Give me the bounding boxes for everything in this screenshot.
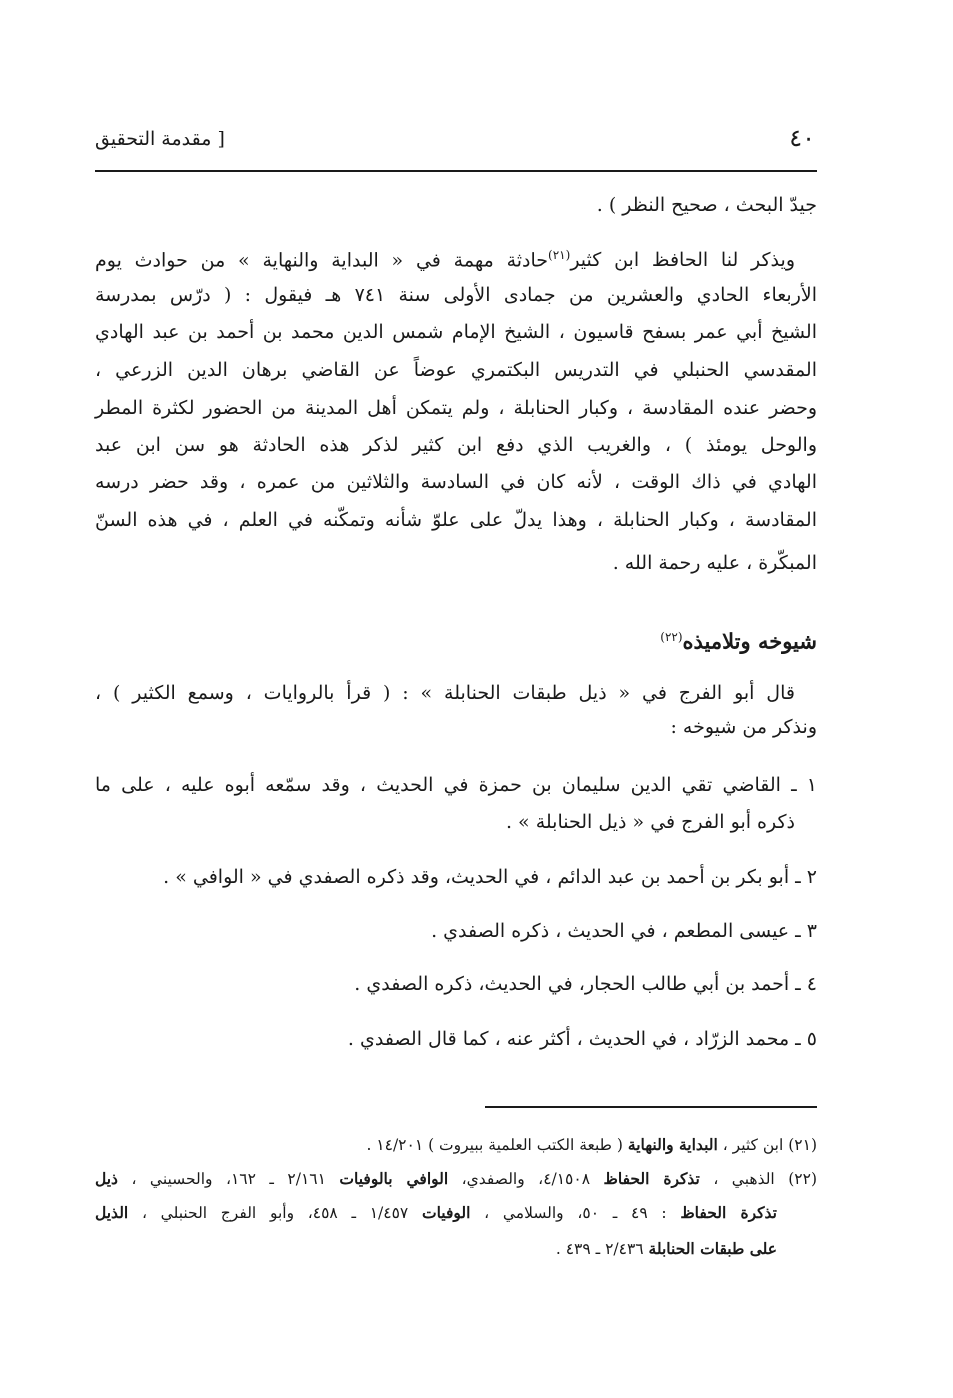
list-item-3: ٣ ـ عيسى المطعم ، في الحديث ، ذكره الصفدي . [431, 920, 817, 942]
footnote-22-line-2 [95, 1200, 777, 1226]
footnote-22-number: (٢٢) [788, 1170, 817, 1188]
running-title: [ مقدمة التحقيق [95, 128, 225, 150]
paragraph1-line-6: والوحل يومئذ ) ، والغريب الذي دفع ابن كثير لذكر هذه الحادثة هو سن ابن عبد [95, 434, 817, 456]
page-number: ٤٠ [789, 124, 815, 152]
footnote-22-title: تذكرة الحفاظ [603, 1169, 700, 1188]
paragraph1-line-3: الشيخ أبي عمر بسفح قاسيون ، الشيخ الإمام شمس الدين محمد بن أحمد بن عبد الهادي [95, 321, 817, 343]
footnote-22-text: ١/٤٥٧ ـ ٤٥٨، وأبو الفرج الحنبلي ، [141, 1204, 409, 1222]
list-item-2: ٢ ـ أبو بكر بن أحمد بن عبد الدائم ، في الحديث، وقد ذكره الصفدي في « الوافي » . [163, 866, 817, 888]
paragraph1-line-8: المقادسة ، وكبار الحنابلة ، وهذا يدلّ على علوّ شأنه وتمكّنه في العلم ، في هذه السنّ [95, 509, 817, 531]
paragraph1-text-a: ويذكر لنا الحافظ ابن كثير [570, 249, 795, 272]
footnote-22-title: على طبقات الحنابلة [648, 1239, 777, 1258]
paragraph2-line-2: ونذكر من شيوخه : [670, 716, 817, 738]
footnote-21-number: (٢١) [788, 1136, 817, 1154]
paragraph1-line-2: الأربعاء الحادي والعشرين من جمادى الأولى سنة ٧٤١ هـ فيقول : ( درّس بمدرسة [95, 284, 817, 306]
page-header [95, 118, 817, 158]
footnote-22-text: ٤/١٥٠٨، والصفدي، [461, 1170, 591, 1188]
list-item-5: ٥ ـ محمد الزرّاد ، في الحديث ، أكثر عنه ، كما قال الصفدي . [347, 1028, 817, 1050]
opening-line: جيدّ البحث ، صحيح النظر ) . [596, 194, 817, 216]
book-page [95, 0, 817, 1398]
footnote-22-line-3 [556, 1236, 777, 1262]
footnote-22-title: ذيل [95, 1169, 118, 1188]
section-heading [660, 622, 817, 657]
paragraph2-line-1: قال أبو الفرج في « ذيل طبقات الحنابلة » : ( قرأ بالروايات ، وسمع الكثير ) ، [95, 682, 795, 704]
footnote-22-text: ٢/١٦١ ـ ١٦٢، والحسيني ، [131, 1170, 326, 1188]
footnote-ref-21: (٢١) [548, 248, 571, 262]
section-heading-text: شيوخه وتلاميذه [682, 628, 817, 654]
paragraph1-text-b: حادثة مهمة في « البداية والنهاية » من حوادث يوم [95, 249, 549, 272]
footnote-21 [366, 1132, 817, 1158]
list-item-1-line-1: ١ ـ القاضي تقي الدين سليمان بن حمزة في الحديث ، وقد سمّعه أبوه عليه ، على ما [95, 774, 817, 796]
footnote-22-title: الوفيات [421, 1203, 471, 1222]
paragraph1-line-7: الهادي في ذاك الوقت ، لأنه كان في السادسة والثلاثين من عمره ، وقد حضر درسه [95, 471, 817, 493]
list-item-4: ٤ ـ أحمد بن أبي طالب الحجار، في الحديث، ذكره الصفدي . [354, 973, 817, 995]
header-rule [95, 170, 817, 172]
footnote-rule [485, 1106, 817, 1108]
footnote-ref-22: (٢٢) [660, 630, 683, 644]
footnote-22-text: : ٤٩ ـ ٥٠، والسلامي ، [484, 1204, 667, 1222]
footnote-21-author: ابن كثير ، [722, 1136, 784, 1154]
footnote-22-title: الذيل [95, 1203, 129, 1222]
list-item-1-line-2: ذكره أبو الفرج في « ذيل الحنابلة » . [505, 811, 795, 833]
footnote-22-line-1 [95, 1166, 817, 1192]
footnote-22-title: تذكرة الحفاظ [680, 1203, 777, 1222]
footnote-22-text: ٢/٤٣٦ ـ ٤٣٩ . [555, 1240, 644, 1258]
paragraph1-line-4: المقدسي الحنبلي في التدريس البكتمري عوضاً عن القاضي برهان الدين الزرعي ، [95, 359, 817, 381]
paragraph1-line-5: وحضر عنده المقادسة ، وكبار الحنابلة ، ولم يتمكن أهل المدينة من الحضور لكثرة المطر [95, 397, 817, 419]
footnote-21-details: ( طبعة الكتب العلمية ببيروت ) ١٤/٢٠١ . [366, 1136, 623, 1154]
paragraph1-line-1 [95, 240, 817, 275]
footnote-22-title: الوافي بالوفيات [339, 1169, 449, 1188]
footnote-21-title: البداية والنهاية [627, 1135, 718, 1154]
paragraph1-line-9: المبكّرة ، عليه رحمة الله . [612, 552, 817, 574]
footnote-22-text: الذهبي ، [713, 1170, 775, 1188]
